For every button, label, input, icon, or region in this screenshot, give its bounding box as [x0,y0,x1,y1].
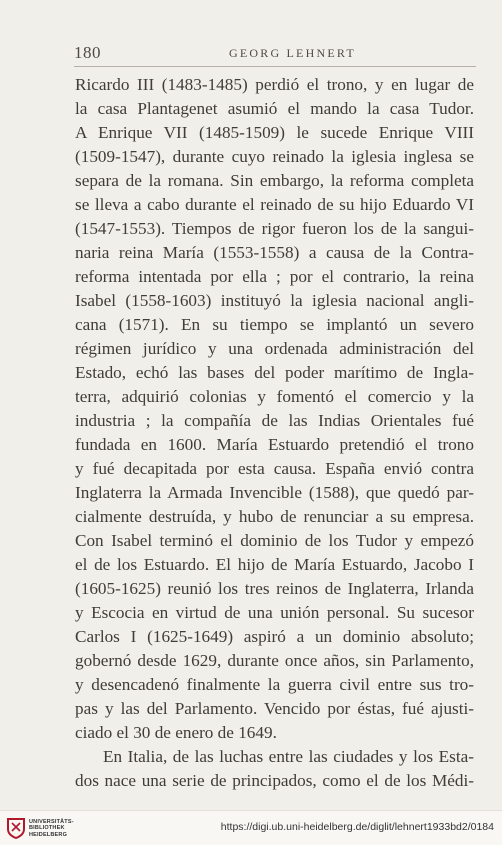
body-text [75,73,474,793]
text-line: el de los Estuardo. El hijo de María Estuardo, Jacobo I [75,555,474,574]
text-line: fundada en 1600. María Estuardo pretendió el trono [75,435,474,454]
text-line: industria ; la compañía de las Indias Orientales fué [75,411,474,430]
text-line: y fué decapitada por esta causa. España envió contra [75,459,474,478]
text-line: (1547-1553). Tiempos de rigor fueron los de la sangui- [75,219,474,238]
text-line: terra, adquirió colonias y fomentó el comercio y la [75,387,474,406]
text-line: Carlos I (1625-1649) aspiró a un dominio absoluto; [75,627,474,646]
running-title: GEORG LEHNERT [229,46,356,60]
text-line: cana (1571). En su tiempo se implantó un severo [75,315,474,334]
text-line: (1509-1547), durante cuyo reinado la iglesia inglesa se [75,147,474,166]
library-name-line: BIBLIOTHEK [29,825,65,832]
text-line: régimen jurídico y una ordenada administración del [75,339,474,358]
text-line: Isabel (1558-1603) instituyó la iglesia nacional angli- [75,291,474,310]
text-line: separa de la romana. Sin embargo, la reforma completa [75,171,474,190]
page-number: 180 [74,43,101,62]
running-head [74,43,476,67]
text-line: Ricardo III (1483-1485) perdió el trono, y en lugar de [75,75,474,94]
text-line: Estado, echó las bases del poder marítimo de Ingla- [75,363,474,382]
text-line: y desencadenó finalmente la guerra civil entre sus tro- [75,675,474,694]
library-name-line: HEIDELBERG [29,831,68,838]
source-url-link[interactable]: https://digi.ub.uni-heidelberg.de/diglit/lehnert1933bd2/0184 [220,821,494,833]
text-line: cialmente destruída, y hubo de renunciar a su empresa. [75,507,474,526]
text-line: En Italia, de las luchas entre las ciudades y los Esta- [103,747,474,766]
text-line: se lleva a cabo durante el reinado de su hijo Eduardo VI [75,195,474,214]
library-name [29,819,74,838]
text-line: gobernó desde 1629, durante once años, sin Parlamento, [75,651,474,670]
text-line: la casa Plantagenet asumió el mando la casa Tudor. [75,99,474,118]
text-line: y Escocia en virtud de una unión personal. Su sucesor [75,603,474,622]
text-line: ciado el 30 de enero de 1649. [75,723,277,742]
text-line: A Enrique VII (1485-1509) le sucede Enrique VIII [75,123,474,142]
text-line: Inglaterra la Armada Invencible (1588), que quedó par- [75,483,474,502]
digitization-footer [0,810,502,845]
library-crest-icon [6,817,26,839]
text-line: Con Isabel terminó el dominio de los Tudor y empezó [75,531,474,550]
library-name-line: UNIVERSITÄTS- [29,819,74,825]
text-line: pas y las del Parlamento. Vencido por éstas, fué ajusti- [75,699,474,718]
header-rule [74,66,476,67]
text-line: dos nace una serie de principados, como el de los Médi- [75,771,474,790]
text-line: (1605-1625) reunió los tres reinos de Inglaterra, Irlanda [75,579,474,598]
text-line: naria reina María (1553-1558) a causa de la Contra- [75,243,474,262]
text-line: reforma intentada por ella ; por el contrario, la reina [75,267,474,286]
